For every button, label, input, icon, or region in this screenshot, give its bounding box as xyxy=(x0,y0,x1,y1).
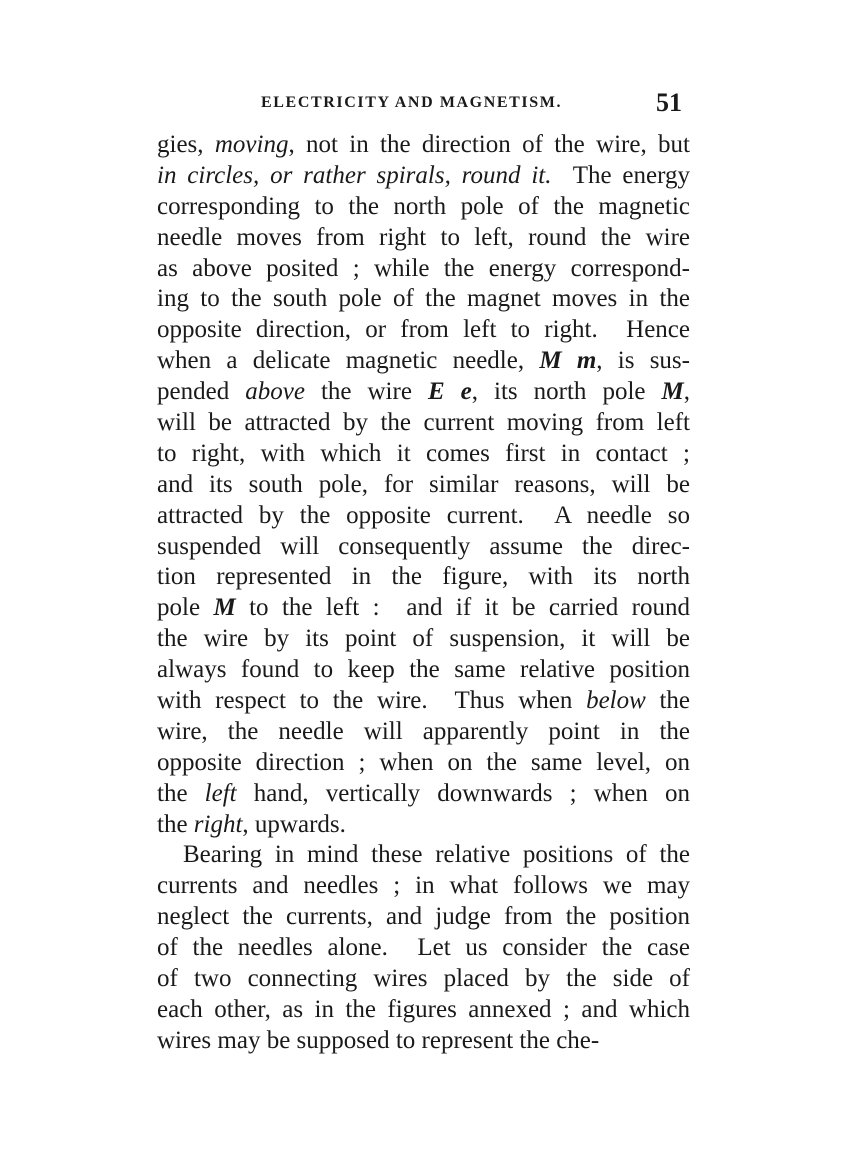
line-text: currents and needles ; in what follows we may xyxy=(157,872,690,900)
text-line xyxy=(157,562,690,593)
line-text: corresponding to the north pole of the magnetic xyxy=(157,192,690,220)
line-text: , is sus- xyxy=(596,347,690,375)
line-text: The energy xyxy=(551,161,690,189)
line-text: wire, the needle will apparently point in the xyxy=(157,717,690,745)
line-text: tion represented in the figure, with its north xyxy=(157,563,690,591)
emphasis-text: M xyxy=(661,378,684,406)
line-text: of the needles alone. Let us consider the case xyxy=(157,934,690,962)
line-text: of two connecting wires placed by the side of xyxy=(157,965,690,993)
text-line xyxy=(157,470,690,501)
line-text: the wire by its point of suspension, it will be xyxy=(157,625,690,653)
emphasis-text: left xyxy=(204,779,237,807)
text-line xyxy=(157,346,690,377)
line-text: , not in the direction of the wire, but xyxy=(288,131,690,158)
text-line xyxy=(157,593,690,624)
line-text: each other, as in the figures annexed ; and which xyxy=(157,995,690,1023)
text-line xyxy=(157,284,690,315)
text-line xyxy=(157,408,690,439)
line-text: hand, vertically downwards ; when on xyxy=(236,779,690,807)
line-text: , its north pole xyxy=(471,378,662,406)
line-text: Bearing in mind these relative positions of the xyxy=(183,841,690,869)
text-line xyxy=(157,1026,690,1057)
emphasis-text: in circles, or rather spirals, round it. xyxy=(157,161,552,189)
running-head: ELECTRICITY AND MAGNETISM. xyxy=(261,94,563,111)
line-text: opposite direction ; when on the same level, on xyxy=(157,748,690,776)
text-line xyxy=(157,315,690,346)
text-line xyxy=(157,717,690,748)
text-line xyxy=(157,779,690,810)
line-text: as above posited ; while the energy correspond- xyxy=(157,254,690,282)
text-line xyxy=(157,964,690,995)
text-line xyxy=(157,377,690,408)
emphasis-text: above xyxy=(245,378,305,406)
line-text: opposite direction, or from left to right. Hence xyxy=(157,316,690,344)
line-text: the xyxy=(157,810,194,838)
text-line xyxy=(157,223,690,254)
text-line xyxy=(157,933,690,964)
emphasis-text: M m xyxy=(539,347,597,375)
text-line xyxy=(157,532,690,563)
line-text: to the left : and if it be carried round xyxy=(235,594,690,622)
line-text: with respect to the wire. Thus when xyxy=(157,687,587,715)
text-line xyxy=(157,624,690,655)
emphasis-text: moving xyxy=(214,131,289,158)
line-text: the xyxy=(645,687,691,715)
text-line xyxy=(157,871,690,902)
line-text: the xyxy=(157,779,205,807)
line-text: when a delicate magnetic needle, xyxy=(157,347,540,375)
line-text: the wire xyxy=(304,378,428,406)
page-number: 51 xyxy=(656,88,682,117)
emphasis-text: M xyxy=(213,594,236,622)
line-text: ing to the south pole of the magnet moves in the xyxy=(157,285,690,313)
line-text: gies, xyxy=(157,131,215,158)
line-text: , upwards. xyxy=(242,810,346,838)
page-header xyxy=(157,88,690,122)
line-text: wires may be supposed to represent the che- xyxy=(157,1026,600,1054)
line-text: needle moves from right to left, round the wire xyxy=(157,223,690,251)
text-line xyxy=(157,161,690,192)
text-line xyxy=(157,130,690,161)
text-line xyxy=(157,254,690,285)
line-text: neglect the currents, and judge from the position xyxy=(157,903,690,931)
line-text: pole xyxy=(157,594,214,622)
body-text xyxy=(157,130,690,1057)
text-line xyxy=(157,810,690,841)
emphasis-text: right xyxy=(193,810,243,838)
text-line xyxy=(157,686,690,717)
text-line xyxy=(157,748,690,779)
text-line xyxy=(157,655,690,686)
text-line xyxy=(157,192,690,223)
line-text: attracted by the opposite current. A needle so xyxy=(157,501,690,529)
line-text: suspended will consequently assume the direc- xyxy=(157,532,690,560)
text-line xyxy=(157,840,690,871)
text-line xyxy=(157,902,690,933)
text-line xyxy=(157,995,690,1026)
line-text: , xyxy=(683,378,690,406)
text-line xyxy=(157,501,690,532)
emphasis-text: E e xyxy=(427,378,472,406)
line-text: pended xyxy=(157,378,246,406)
paragraph xyxy=(157,130,690,840)
emphasis-text: below xyxy=(586,687,646,715)
line-text: will be attracted by the current moving from left xyxy=(157,409,690,437)
line-text: to right, with which it comes first in contact ; xyxy=(157,439,690,467)
line-text: always found to keep the same relative position xyxy=(157,656,690,684)
text-line xyxy=(157,439,690,470)
paragraph xyxy=(157,840,690,1056)
line-text: and its south pole, for similar reasons, will be xyxy=(157,470,690,498)
